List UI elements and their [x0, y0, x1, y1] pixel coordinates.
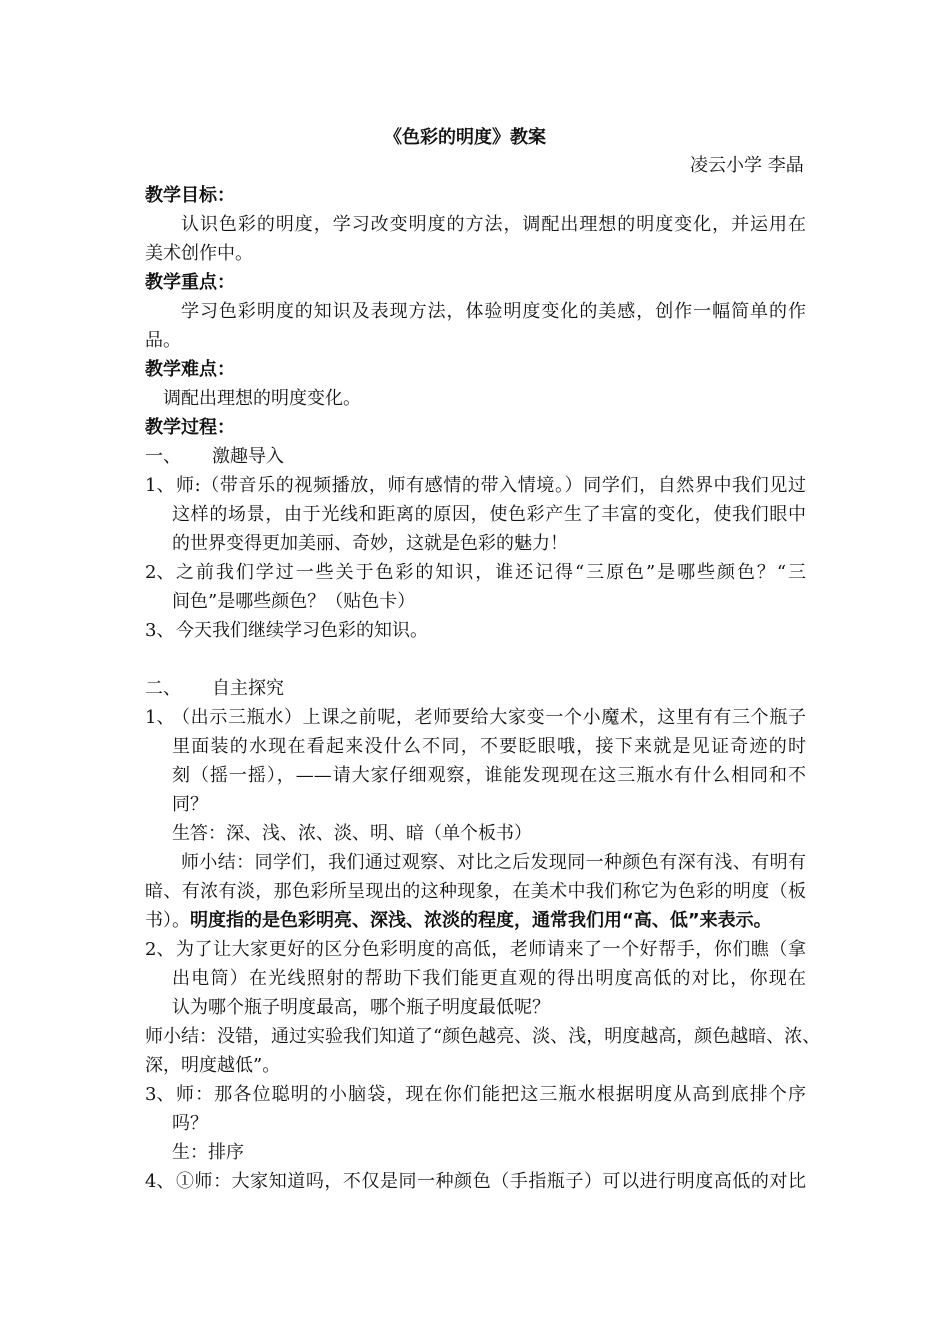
objectives-text-line: 认识色彩的明度，学习改变明度的方法，调配出理想的明度变化，并运用在: [181, 214, 806, 235]
list-item-line: 为了让大家更好的区分色彩明度的高低，老师请来了一个好帮手，你们瞧（拿: [176, 939, 806, 960]
section-number: 二、: [145, 678, 181, 699]
student-answer-line: 生答：深、浅、浓、淡、明、暗（单个板书）: [172, 823, 532, 844]
list-item-line: 间色”是哪些颜色？（贴色卡）: [172, 591, 416, 612]
list-item-line: 吗？: [172, 1113, 208, 1134]
list-item-number: 4、: [145, 1171, 175, 1192]
list-item-number: 3、: [145, 1084, 175, 1105]
list-item-number: 1、: [145, 475, 175, 496]
list-item-number: 1、: [145, 707, 175, 728]
list-item-line: 今天我们继续学习色彩的知识。: [176, 620, 428, 641]
definition-bold-text: 明度指的是色彩明亮、深浅、浓淡的程度，通常我们用“高、低”来表示。: [190, 910, 772, 931]
page-title: 《色彩的明度》教案: [384, 127, 546, 148]
objectives-heading: 教学目标：: [145, 185, 235, 206]
teacher-summary-text: 书）。: [145, 910, 190, 931]
list-item-line: 出电筒）在光线照射的帮助下我们能更直观的得出明度高低的对比，你现在: [172, 968, 806, 989]
list-item-line: 之前我们学过一些关于色彩的知识，谁还记得“三原色”是哪些颜色？“三: [176, 562, 806, 583]
list-item-line: ①师：大家知道吗，不仅是同一种颜色（手指瓶子）可以进行明度高低的对比: [176, 1171, 806, 1192]
objectives-text-line: 美术创作中。: [145, 243, 253, 264]
difficult-points-text-line: 调配出理想的明度变化。: [163, 388, 361, 409]
list-item-line: 师:（带音乐的视频播放，师有感情的带入情境。）同学们，自然界中我们见过: [176, 475, 806, 496]
section-title: 激趣导入: [212, 446, 284, 467]
section-title: 自主探究: [212, 678, 284, 699]
list-item-line: 里面装的水现在看起来没什么不同，不要眨眼哦，接下来就是见证奇迹的时: [172, 736, 806, 757]
list-item-line: 师：那各位聪明的小脑袋，现在你们能把这三瓶水根据明度从高到底排个序: [176, 1084, 806, 1105]
process-heading: 教学过程：: [145, 417, 235, 438]
section-number: 一、: [145, 446, 181, 467]
key-points-heading: 教学重点：: [145, 272, 235, 293]
list-item-number: 3、: [145, 620, 175, 641]
teacher-summary-line: 师小结：没错，通过实验我们知道了“颜色越亮、淡、浅，明度越高，颜色越暗、浓、: [145, 1026, 821, 1047]
teacher-summary-line: [145, 909, 772, 933]
list-item-line: 的世界变得更加美丽、奇妙，这就是色彩的魅力！: [172, 533, 568, 554]
list-item-line: 认为哪个瓶子明度最高，哪个瓶子明度最低呢？: [172, 997, 550, 1018]
key-points-text-line: 品。: [145, 330, 181, 351]
list-item-line: 刻（摇一摇），——请大家仔细观察，谁能发现现在这三瓶水有什么相同和不: [172, 765, 806, 786]
teacher-summary-line: 深，明度越低”。: [145, 1055, 281, 1076]
list-item-line: （出示三瓶水）上课之前呢，老师要给大家变一个小魔术，这里有有三个瓶子: [172, 707, 806, 728]
student-answer-line: 生：排序: [172, 1142, 244, 1163]
list-item-number: 2、: [145, 939, 175, 960]
difficult-points-heading: 教学难点：: [145, 359, 235, 380]
author-line: 凌云小学 李晶: [690, 155, 804, 176]
teacher-summary-line: 师小结：同学们，我们通过观察、对比之后发现同一种颜色有深有浅、有明有: [181, 852, 806, 873]
list-item-line: 同？: [172, 794, 208, 815]
teacher-summary-line: 暗、有浓有淡，那色彩所呈现出的这种现象，在美术中我们称它为色彩的明度（板: [145, 881, 806, 902]
key-points-text-line: 学习色彩明度的知识及表现方法，体验明度变化的美感，创作一幅简单的作: [181, 301, 806, 322]
list-item-line: 这样的场景，由于光线和距离的原因，使色彩产生了丰富的变化，使我们眼中: [172, 504, 806, 525]
list-item-number: 2、: [145, 562, 175, 583]
